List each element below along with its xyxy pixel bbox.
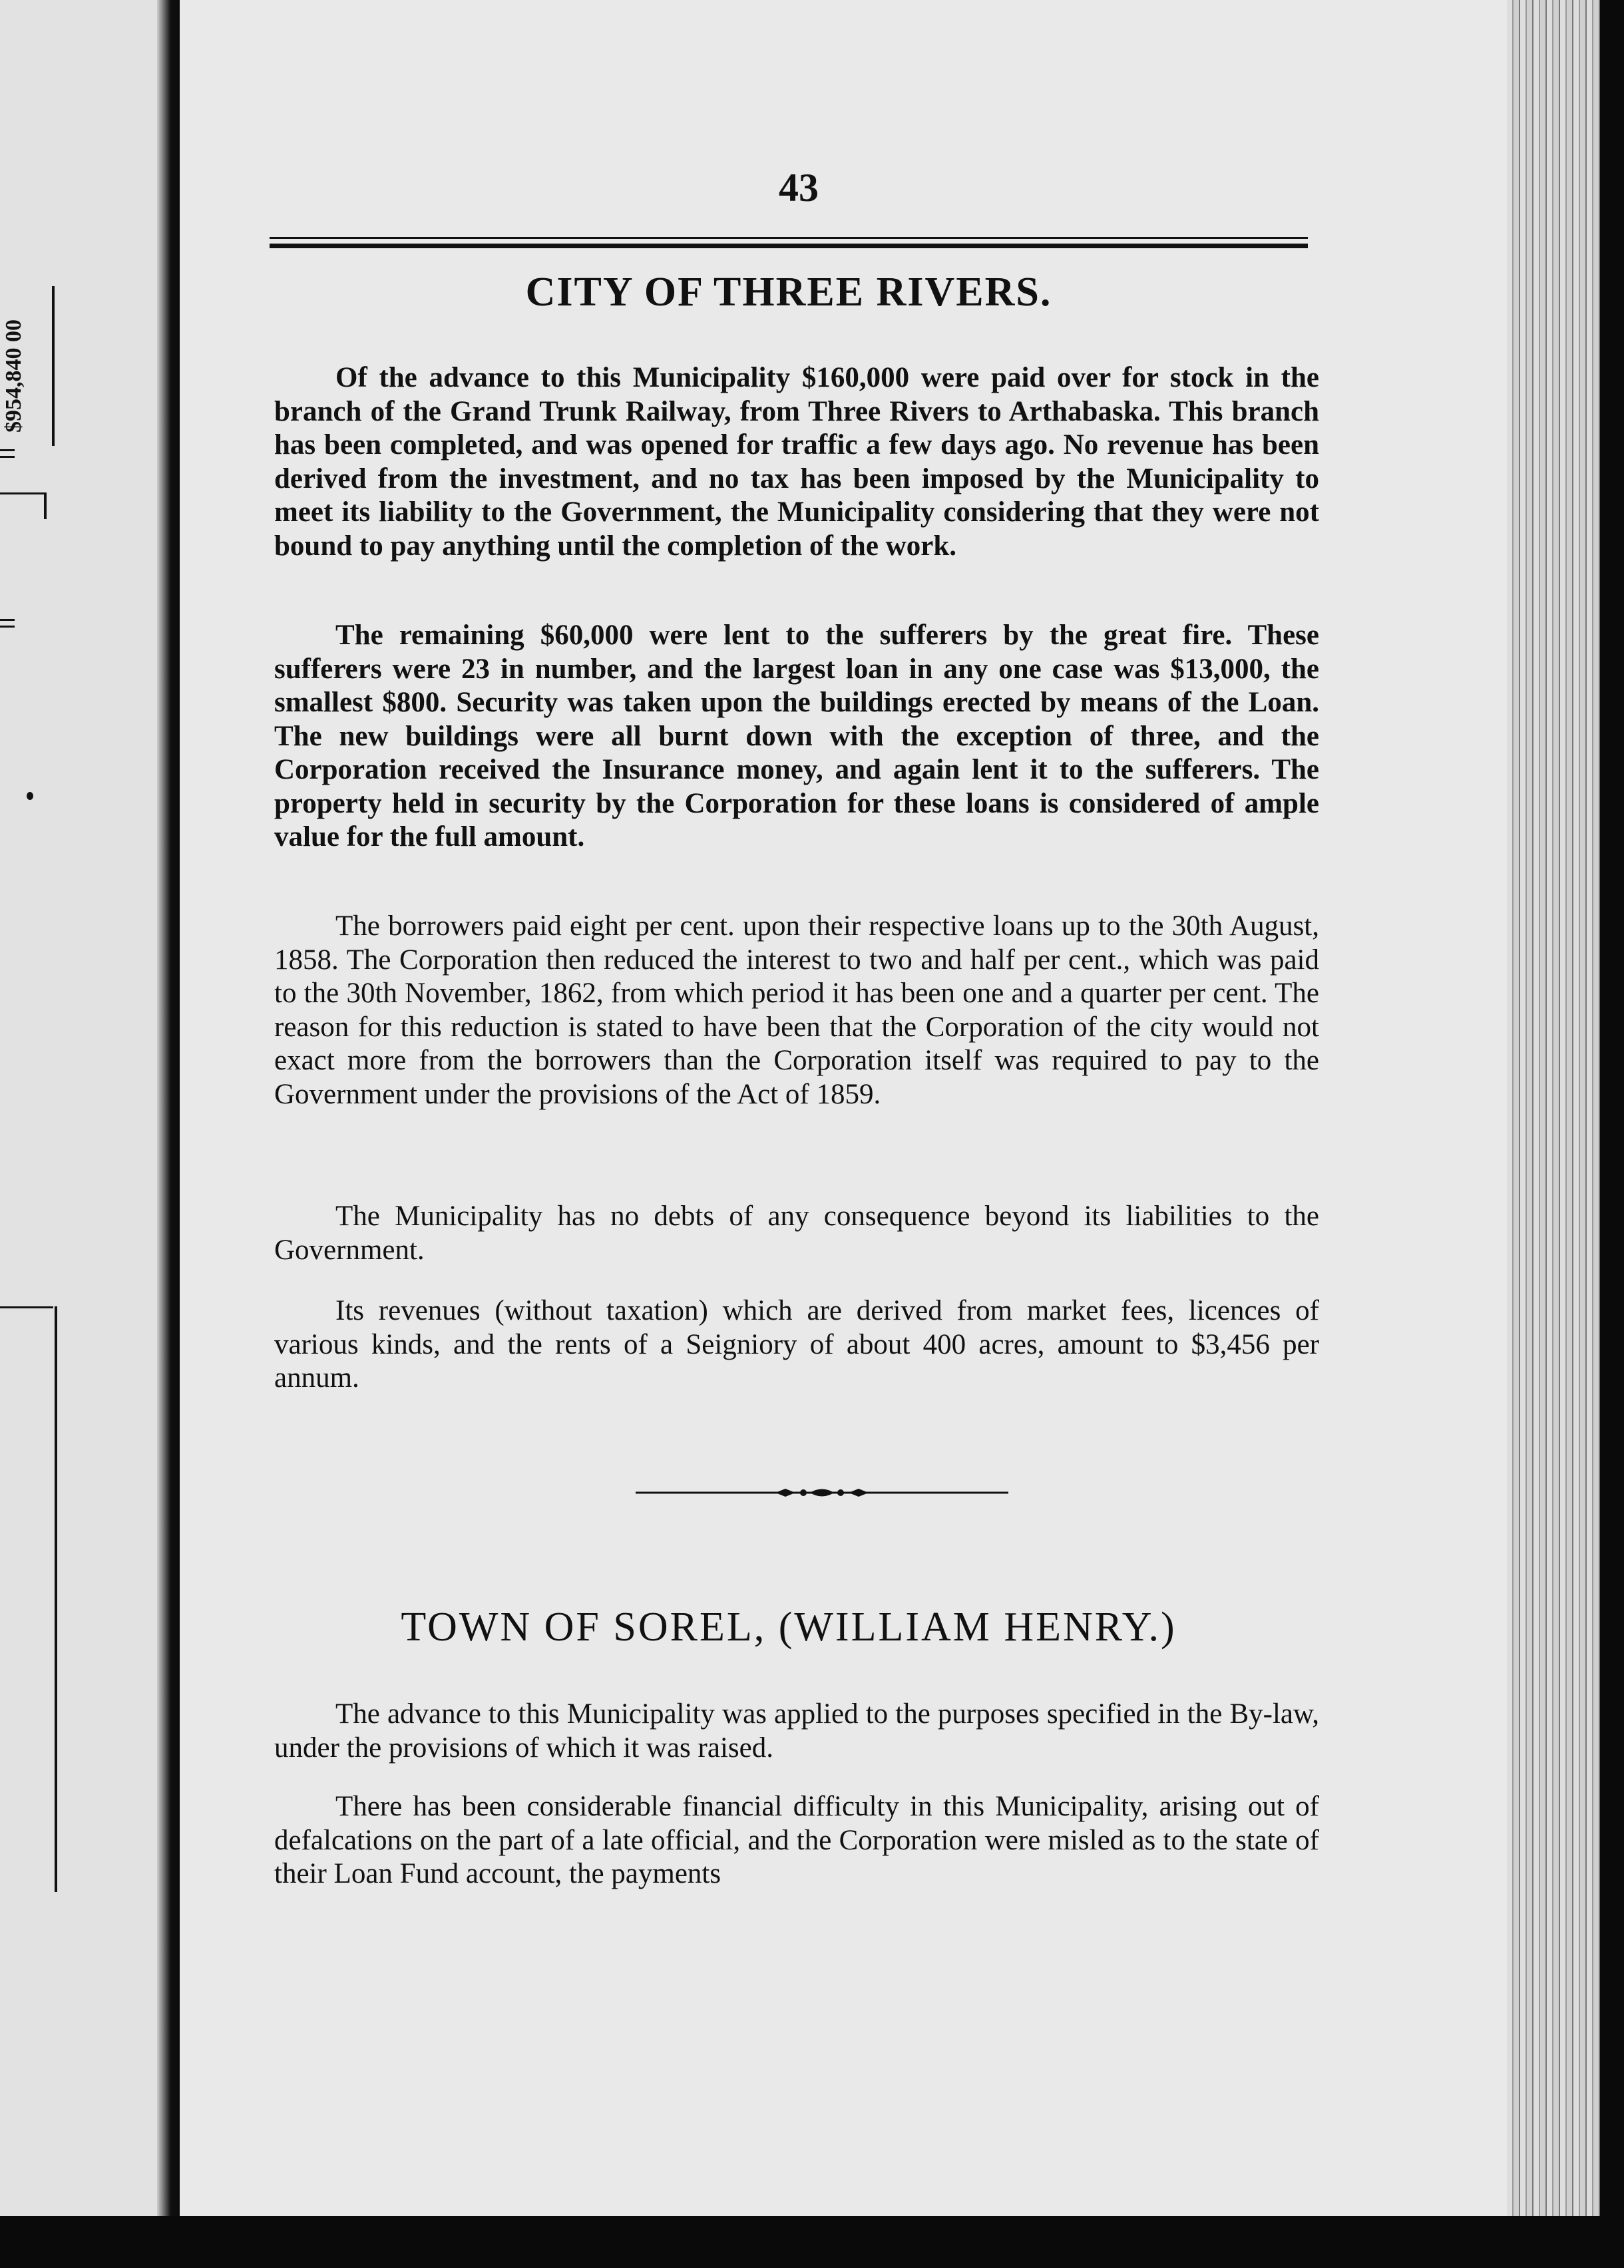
header-rule-top — [270, 237, 1308, 239]
paragraph: Of the advance to this Municipality $160,000 were paid over for stock in the branch of the Grand Trunk Railway, from Three Rivers to Arthabaska. This branch has been completed, and was opened for traffic a few days ago. No revenue has been derived from the investment, and no tax has been imposed by the Municipality to meet its liability to the Government, the Municipality considering that they were not bound to pay anything until the completion of the work. — [274, 362, 1319, 562]
paragraph: The borrowers paid eight per cent. upon their respective loans up to the 30th August, 1858. The Corporation then reduced the interest to two and half per cent., which was paid to the 30th November, 1862, from which period it has been one and a quarter per cent. The reason for this reduction is stated to have been that the Corporation of the city would not exact more from the borrowers than the Corporation itself was required to pay to the Government under the provisions of the Act of 1859. — [274, 910, 1319, 1110]
paragraph: There has been considerable financial difficulty in this Municipality, arising out of defalcations on the part of a late official, and the Corporation were misled as to the state of their Loan Fund account, the payments — [274, 1791, 1319, 1889]
paragraph: Its revenues (without taxation) which are derived from market fees, licences of various kinds, and the rents of a Seigniory of about 400 acres, amount to $3,456 per annum. — [274, 1295, 1319, 1394]
section-heading-sorel: TOWN OF SOREL, (WILLIAM HENRY.) — [401, 1605, 1177, 1650]
left-facing-page — [0, 0, 176, 2216]
left-rule-mark — [0, 626, 15, 628]
background-edge — [1600, 0, 1624, 2268]
left-rule-mark — [0, 619, 15, 621]
left-dot — [27, 792, 33, 800]
header-rule-bottom — [270, 244, 1308, 248]
left-column-rule — [52, 286, 55, 446]
left-rule-mark — [0, 456, 15, 458]
section-heading-three-rivers: CITY OF THREE RIVERS. — [525, 270, 1052, 315]
page-edges — [1507, 0, 1600, 2216]
page-number: 43 — [779, 166, 819, 210]
background-bottom — [0, 2216, 1624, 2268]
book-gutter — [157, 0, 180, 2216]
section-divider-ornament — [636, 1483, 1008, 1503]
left-column-rule — [55, 1306, 57, 1892]
left-column-amount: $954,840 00 — [1, 319, 26, 433]
paragraph: The remaining $60,000 were lent to the sufferers by the great fire. These sufferers were 23 in number, and the largest loan in any one case was $13,000, the smallest $800. Security was taken upon the buildings erected by means of the Loan. The new buildings were all burnt down with the exception of three, and the Corporation received the Insurance money, and again lent it to the sufferers. The property held in security by the Corporation for these loans is considered of ample value for the full amount. — [274, 620, 1319, 852]
left-rule-mark — [0, 1306, 53, 1308]
left-rule-mark — [0, 492, 47, 494]
left-column-rule — [44, 492, 47, 519]
paragraph: The advance to this Municipality was applied to the purposes specified in the By-law, under the provisions of which it was raised. — [274, 1698, 1319, 1764]
paragraph: The Municipality has no debts of any consequence beyond its liabilities to the Government. — [274, 1201, 1319, 1266]
left-rule-mark — [0, 449, 15, 451]
